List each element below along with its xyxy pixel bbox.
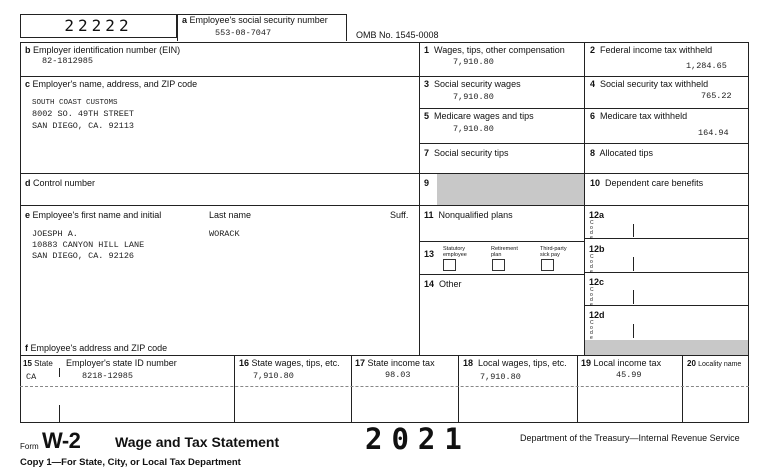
federal-tax-value[interactable]: 1,284.65	[686, 61, 727, 71]
box-3-number: 3	[424, 79, 430, 89]
state-label: State	[34, 359, 53, 368]
retirement-plan-checkbox[interactable]	[492, 259, 505, 271]
box-5-number: 5	[424, 111, 430, 121]
ss-tax-label: Social security tax withheld	[600, 79, 709, 89]
employee-address-label: Employee's address and ZIP code	[30, 343, 168, 353]
locality-name-label: Locality name	[698, 361, 742, 368]
box-20-number: 20	[687, 359, 696, 368]
ssn-value[interactable]: 553-08-7047	[215, 28, 272, 38]
statutory-employee-label: Statutory employee	[443, 246, 467, 258]
retirement-plan-label: Retirement plan	[491, 246, 518, 258]
medicare-tax-value[interactable]: 164.94	[698, 128, 729, 138]
box-12c-code-label: Code	[590, 287, 594, 308]
box-17-number: 17	[355, 358, 366, 368]
omb-number: OMB No. 1545-0008	[356, 30, 439, 40]
state-wages-label: State wages, tips, etc.	[251, 358, 340, 368]
state-value[interactable]: CA	[26, 372, 37, 382]
employee-first-name-label: Employee's first name and initial	[32, 210, 162, 220]
control-number-label: Control number	[33, 178, 96, 188]
state-income-tax-value[interactable]: 98.03	[385, 370, 411, 380]
box-12d-shaded-strip	[585, 340, 748, 355]
box-7-number: 7	[424, 148, 430, 158]
box-9-shaded	[437, 174, 584, 205]
control-code: 22222	[64, 16, 133, 35]
other-label: Other	[439, 279, 462, 289]
employer-line-2[interactable]: 8002 SO. 49TH STREET	[32, 109, 135, 119]
ein-label: Employer identification number (EIN)	[33, 45, 181, 55]
form-name: W-2	[42, 428, 81, 453]
local-income-tax-label: Local income tax	[593, 358, 662, 368]
employer-line-3[interactable]: SAN DIEGO, CA. 92113	[32, 121, 135, 131]
box-16-number: 16	[239, 358, 250, 368]
box-19-number: 19	[581, 358, 592, 368]
employee-address-1[interactable]: 10883 CANYON HILL LANE	[32, 240, 145, 250]
nonqualified-plans-label: Nonqualified plans	[438, 210, 513, 220]
ss-wages-value[interactable]: 7,910.80	[453, 92, 494, 102]
ss-tips-label: Social security tips	[434, 148, 509, 158]
third-party-sick-pay-label: Third-party sick pay	[540, 246, 567, 258]
ss-tax-value[interactable]: 765.22	[701, 91, 732, 101]
ss-wages-label: Social security wages	[434, 79, 521, 89]
wages-label: Wages, tips, other compensation	[434, 45, 565, 55]
box-6-number: 6	[590, 111, 596, 121]
box-10-number: 10	[590, 178, 601, 188]
dependent-care-label: Dependent care benefits	[605, 178, 704, 188]
ssn-label: Employee's social security number	[189, 15, 328, 25]
local-wages-value[interactable]: 7,910.80	[480, 372, 521, 382]
box-13-number: 13	[424, 249, 435, 259]
employee-last-name[interactable]: WORACK	[209, 229, 240, 239]
box-12d-code-label: Code	[590, 320, 594, 341]
medicare-tax-label: Medicare tax withheld	[600, 111, 688, 121]
medicare-wages-value[interactable]: 7,910.80	[453, 124, 494, 134]
box-4-number: 4	[590, 79, 596, 89]
box-15-number: 15	[23, 359, 32, 368]
third-party-sick-pay-checkbox[interactable]	[541, 259, 554, 271]
medicare-wages-label: Medicare wages and tips	[434, 111, 534, 121]
box-12d-label: 12d	[589, 310, 605, 320]
employer-name-label: Employer's name, address, and ZIP code	[32, 79, 198, 89]
wages-value[interactable]: 7,910.80	[453, 57, 494, 67]
local-income-tax-value[interactable]: 45.99	[616, 370, 642, 380]
state-id-label: Employer's state ID number	[66, 358, 177, 368]
box-11-number: 11	[424, 210, 434, 220]
form-title: Wage and Tax Statement	[115, 434, 280, 450]
irs-department: Department of the Treasury—Internal Revenue Service	[520, 433, 740, 443]
statutory-employee-checkbox[interactable]	[443, 259, 456, 271]
allocated-tips-label: Allocated tips	[599, 148, 654, 158]
box-1-number: 1	[424, 45, 430, 55]
federal-tax-label: Federal income tax withheld	[600, 45, 713, 55]
box-9-number: 9	[424, 178, 430, 188]
state-income-tax-label: State income tax	[367, 358, 435, 368]
tax-year: 2021	[365, 422, 471, 456]
ein-value[interactable]: 82-1812985	[42, 56, 94, 66]
state-id-value[interactable]: 8218-12985	[82, 371, 134, 381]
box-18-number: 18	[463, 358, 474, 368]
box-12a-label: 12a	[589, 210, 605, 220]
box-2-number: 2	[590, 45, 596, 55]
employee-first-name[interactable]: JOESPH A.	[32, 229, 78, 239]
box-12b-label: 12b	[589, 244, 605, 254]
employer-line-1[interactable]: SOUTH COAST CUSTOMS	[32, 99, 118, 107]
local-wages-label: Local wages, tips, etc.	[478, 358, 567, 368]
employee-address-2[interactable]: SAN DIEGO, CA. 92126	[32, 251, 135, 261]
box-14-number: 14	[424, 279, 435, 289]
box-12c-label: 12c	[589, 277, 605, 287]
state-wages-value[interactable]: 7,910.80	[253, 371, 294, 381]
employee-last-name-label: Last name	[209, 210, 252, 220]
form-word: Form	[20, 442, 39, 451]
box-12b-code-label: Code	[590, 254, 594, 275]
box-8-number: 8	[590, 148, 596, 158]
employee-suffix-label: Suff.	[390, 210, 409, 220]
box-12a-code-label: Code	[590, 220, 594, 241]
copy-designation: Copy 1—For State, City, or Local Tax Department	[20, 457, 241, 468]
